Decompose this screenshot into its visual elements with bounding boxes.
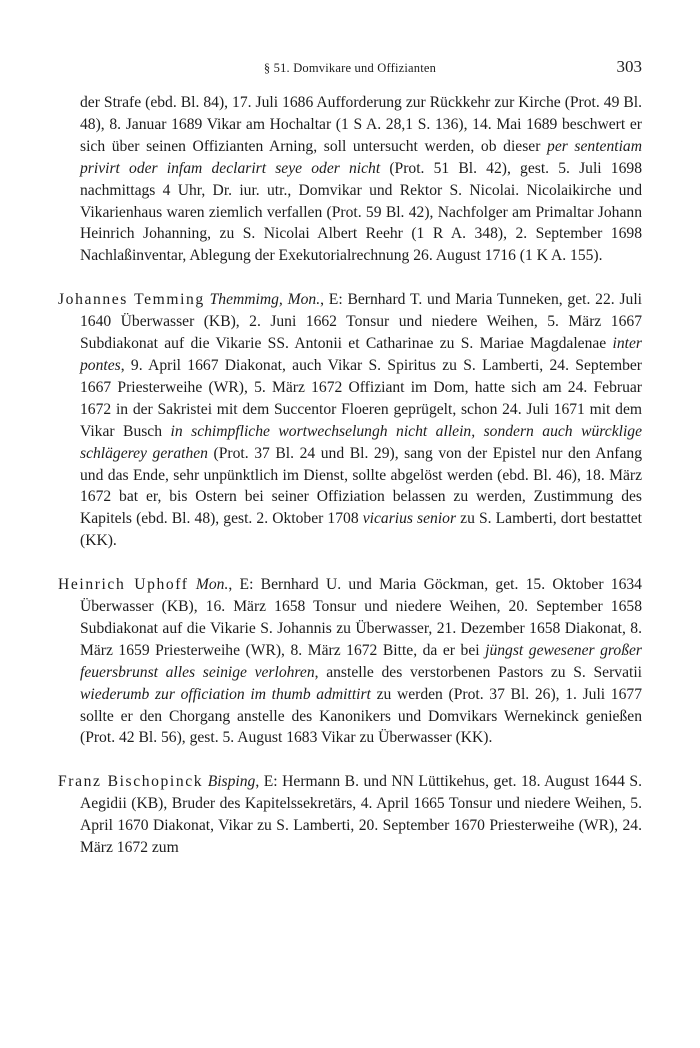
entry-bischopinck (58, 771, 642, 859)
italic-quote: inter pontes (80, 335, 642, 374)
italic-quote: vicarius senior (362, 510, 457, 528)
text-segment: , E: Bernhard U. und Maria Göckman, get. 15. Oktober 1634 Überwasser (KB), 16. März 1658 Tonsur und niedere Weihen, 20. September 1658 Subdiakonat auf die Vikarie S. Johannis zu Überwasser, 21. Dezember 1658 Diakonat, 8. März 1659 Priesterweihe (WR), 8. März 1672 Bitte, da er bei (80, 576, 642, 659)
text-segment: (Prot. 37 Bl. 24 und Bl. 29), sang von der Epistel nur den Anfang und das Ende, sehr unpünktlich im Dienst, sollte abgelöst werden (ebd. Bl. 46), 18. März 1672 bat er, bis Ostern bei seiner Offiziation belassen zu werden, Zustimmung des Kapitels (ebd. Bl. 48), gest. 2. Oktober 1708 (80, 444, 643, 528)
text-segment: (Prot. 51 Bl. 42), gest. 5. Juli 1698 nachmittags 4 Uhr, Dr. iur. utr., Domvikar und Rektor S. Nicolai. Nicolaikirche und Vikarienhaus waren ziemlich verfallen (Prot. 59 Bl. 42), Nachfolger am Primaltar Johann Heinrich Johanning, zu S. Nicolai Albert Reehr (1 R A. 348), 2. September 1698 Nachlaßinventar, Ablegung der Exekutorialrechnung 26. August 1716 (1 K A. 155). (80, 159, 642, 265)
entry-uphoff (58, 574, 642, 749)
body-text (58, 92, 642, 859)
text-segment (189, 576, 196, 593)
running-head: § 51. Domvikare und Offizianten (263, 61, 437, 75)
italic-name-variant: Bisping (207, 773, 256, 791)
text-segment: , 9. April 1667 Diakonat, auch Vikar S. Spiritus zu S. Lamberti, 24. September 1667 Priesterweihe (WR), 5. März 1672 Offiziant im Dom, hatte sich am 24. Februar 1672 in der Sakristei mit dem Succentor Floeren geprügelt, schon 24. Juli 1671 mit dem Vikar Busch (80, 356, 642, 440)
italic-quote: wiederumb zur officiation im thumb admittirt (80, 685, 371, 703)
entry-name: Franz Bischopinck (58, 773, 204, 791)
entry-name: Johannes Temming (58, 291, 205, 309)
italic-name-variant: Themmimg, Mon. (209, 291, 321, 309)
text-segment: , anstelle des verstorbenen Pastors zu S. Servatii (314, 663, 642, 681)
text-segment: zu S. Lamberti, dort bestattet (KK). (80, 510, 642, 550)
italic-quote: in schimpfliche wortwechselungh nicht allein, sondern auch würcklige schlägerey gerathen (80, 422, 642, 462)
page-number: 303 (616, 57, 642, 76)
text-segment: , E: Bernhard T. und Maria Tunneken, get. 22. Juli 1640 Überwasser (KB), 2. Juni 1662 Tonsur und niedere Weihen, 5. März 1667 Subdiakonat auf die Vikarie SS. Antonii et Catharinae zu S. Mariae Magdalenae (80, 291, 642, 353)
text-segment: zu werden (Prot. 37 Bl. 26), 1. Juli 1677 sollte er den Chorgang anstelle des Kanonikers und Domvikars Wernekinck genießen (Prot. 42 Bl. 56), gest. 5. August 1683 Vikar zu Überwasser (KK). (80, 685, 642, 747)
entry-temming (58, 289, 642, 552)
italic-quote: jüngst gewesener großer feuersbrunst alles seinige verlohren (80, 641, 642, 681)
text-segment: , E: Hermann B. und NN Lüttikehus, get. 18. August 1644 S. Aegidii (KB), Bruder des Kapitelssekretärs, 4. April 1665 Tonsur und niedere Weihen, 5. April 1670 Diakonat, Vikar zu S. Lamberti, 20. September 1670 Priesterweihe (WR), 24. März 1672 zum (80, 773, 642, 857)
italic-quote: per sententiam privirt oder infam declarirt seye oder nicht (80, 137, 642, 177)
text-segment: der Strafe (ebd. Bl. 84), 17. Juli 1686 Aufforderung zur Rückkehr zur Kirche (Prot. 49 Bl. 48), 8. Januar 1689 Vikar am Hochaltar (1 S A. 28,1 S. 136), 14. Mai 1689 beschwert er sich über seinen Offizianten Arning, soll untersucht werden, ob dieser (80, 94, 642, 155)
entry-name: Heinrich Uphoff (58, 576, 189, 594)
italic-name-variant: Mon. (195, 576, 229, 594)
continued-paragraph (58, 92, 642, 267)
page-header (58, 57, 642, 81)
